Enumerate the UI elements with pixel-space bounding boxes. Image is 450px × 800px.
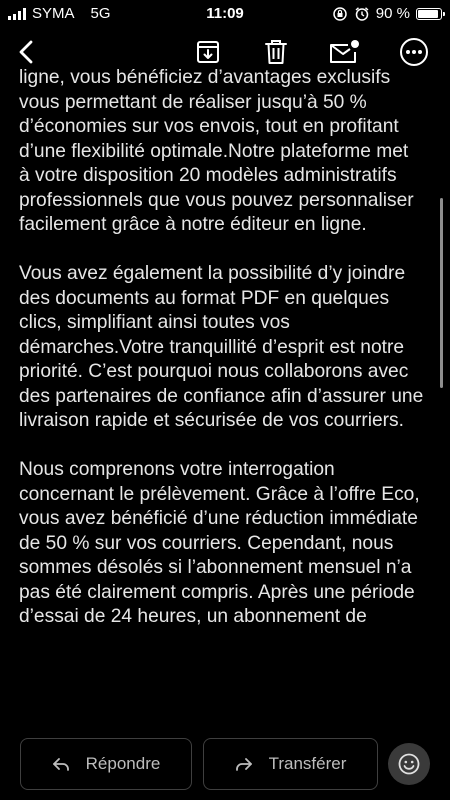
message-paragraph: Vous avez également la possibilité d’y joindre des documents au format PDF en quelques clics, simplifiant ainsi toutes vos démarches.Votre tranquillité d’esprit est notre priorité. C’est pourquoi nous collaborons avec des partenaires de confiance afin d’assurer une livraison rapide et sécurisée de vos courriers. [19,263,424,431]
mark-unread-icon [328,38,360,66]
forward-label: Transférer [268,754,347,773]
mark-unread-button[interactable] [326,34,362,70]
status-right [332,5,442,22]
back-button[interactable] [8,34,44,70]
forward-icon [235,756,253,772]
message-paragraph: ligne, vous bénéficiez d’avantages exclusifs vous permettant de réaliser jusqu’à 50 % d’économies sur vos envois, tout en profitant d’une flexibilité optimale.Notre plateforme met à votre disposition 20 modèles administratifs professionnels que vous pouvez personnaliser facilement grâce à notre éditeur en ligne. [19,68,414,235]
reply-label: Répondre [85,754,161,773]
message-body[interactable] [0,68,450,730]
archive-button[interactable] [190,34,226,70]
status-time: 11:09 [206,5,244,22]
scrollbar[interactable] [440,198,443,388]
network-type: 5G [90,5,111,22]
alarm-icon [354,6,370,22]
more-options-button[interactable] [396,34,432,70]
orientation-lock-icon [332,6,348,22]
message-text [19,68,424,654]
trash-icon [263,38,289,66]
status-bar [0,0,450,28]
emoji-reaction-button[interactable] [388,743,430,785]
carrier-name: SYMA [32,5,75,22]
delete-button[interactable] [258,34,294,70]
reply-button[interactable] [20,738,192,790]
more-icon [399,37,429,67]
back-arrow-icon [15,39,37,65]
reply-icon [52,756,70,772]
battery-icon [416,8,442,20]
battery-fill [418,10,438,18]
message-paragraph: Nous comprenons votre interrogation concernant le prélèvement. Grâce à l’offre Eco, vous avez bénéficié d’une réduction immédiate de 50 % sur vos courriers. Cependant, nous sommes désolés si l’abonnement mensuel n’a pas été clairement compris. Après une période d’essai de 24 heures, un abonnement de [19,459,420,627]
bottom-action-bar [0,730,450,800]
forward-button[interactable] [203,738,378,790]
archive-icon [194,38,222,66]
smiley-icon [397,752,421,776]
battery-percent: 90 % [375,5,410,22]
